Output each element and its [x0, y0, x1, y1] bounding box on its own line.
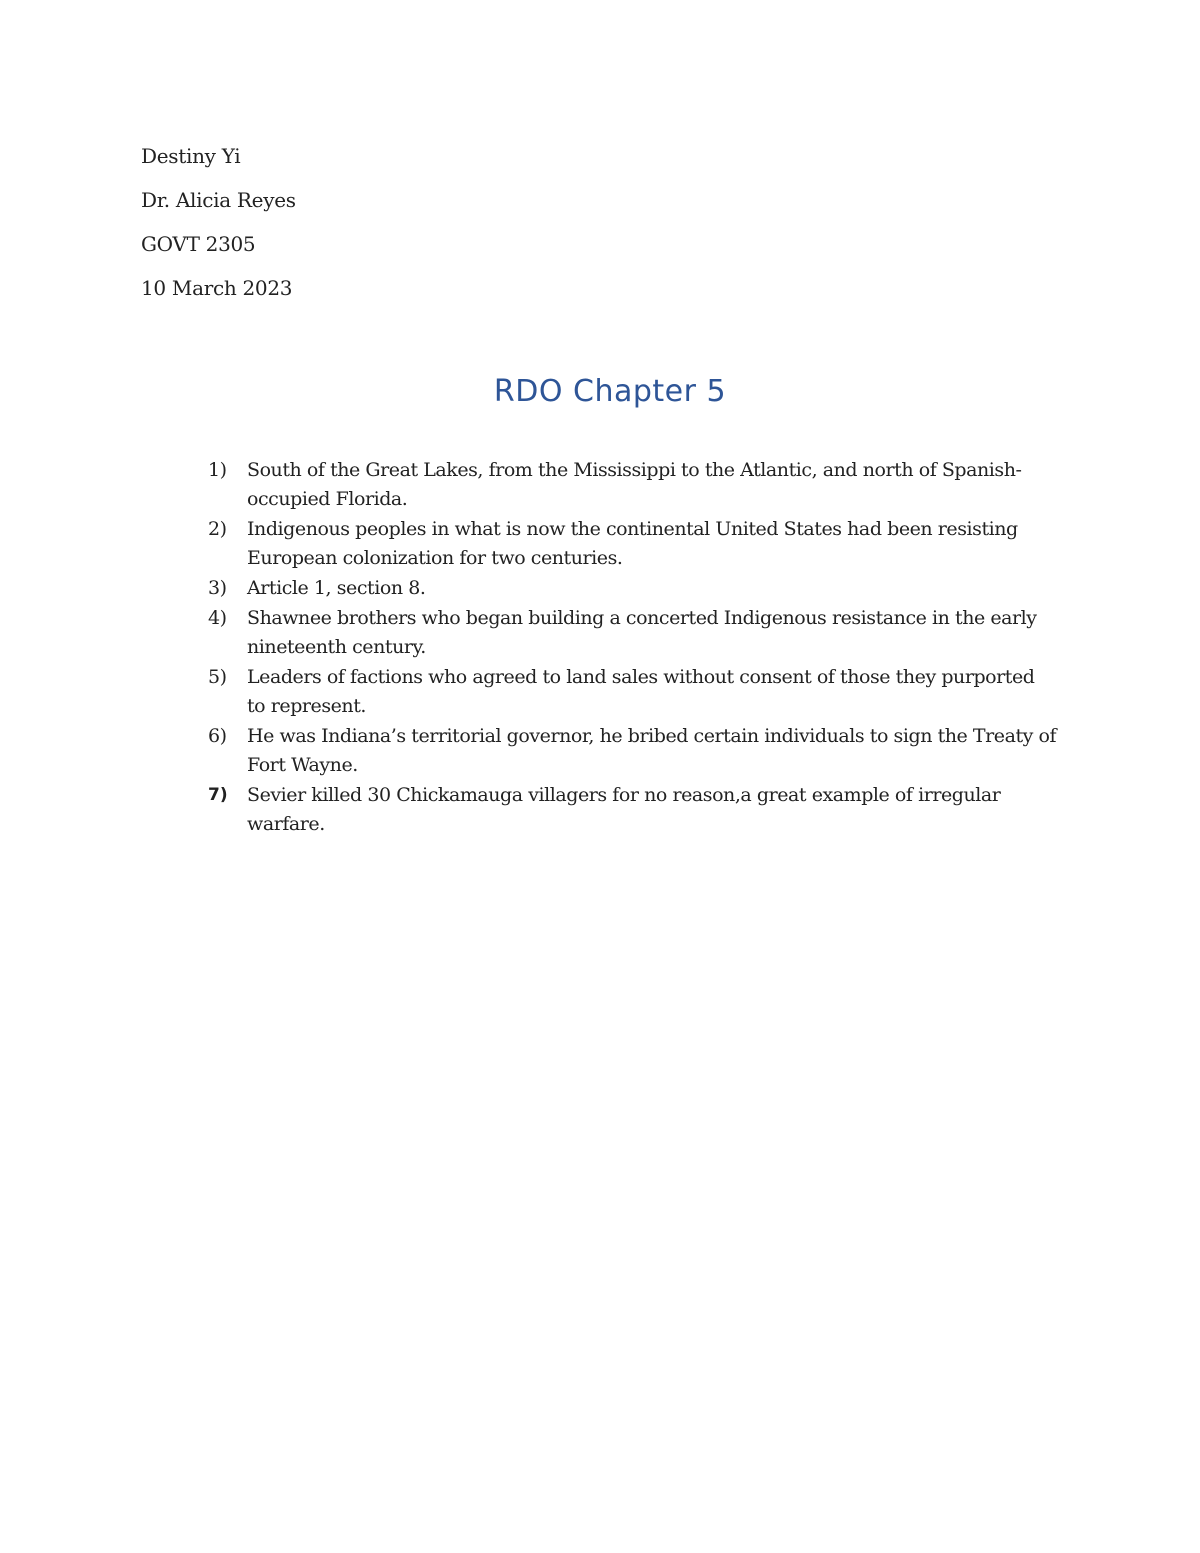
answer-text: South of the Great Lakes, from the Mississippi to the Atlantic, and north of Spanish-occupied Florida. [247, 459, 1022, 510]
answer-item-7 [208, 781, 1058, 839]
answer-list [208, 456, 1058, 840]
answer-item-4 [208, 604, 1058, 662]
document-title: RDO Chapter 5 [493, 374, 727, 409]
answer-number: 2) [208, 518, 227, 540]
document-date: 10 March 2023 [141, 276, 293, 300]
answer-item-3 [208, 574, 1058, 603]
answer-number: 1) [208, 459, 227, 481]
answer-item-2 [208, 515, 1058, 573]
answer-item-1 [208, 456, 1058, 514]
answer-number: 5) [208, 666, 227, 688]
instructor-name: Dr. Alicia Reyes [141, 188, 296, 212]
answer-text: Article 1, section 8. [247, 577, 426, 599]
answer-number: 6) [208, 725, 227, 747]
answer-number: 3) [208, 577, 227, 599]
answer-number: 4) [208, 607, 227, 629]
answer-number: 7) [208, 785, 228, 805]
document-header [141, 140, 741, 316]
answer-text: Sevier killed 30 Chickamauga villagers for no reason,a great example of irregular warfare. [247, 784, 1001, 835]
answer-item-5 [208, 663, 1058, 721]
answer-text: Shawnee brothers who began building a concerted Indigenous resistance in the early nineteenth century. [247, 607, 1037, 658]
answer-text: Indigenous peoples in what is now the continental United States had been resisting European colonization for two centuries. [247, 518, 1018, 569]
student-name: Destiny Yi [141, 144, 241, 168]
answer-text: He was Indiana’s territorial governor, he bribed certain individuals to sign the Treaty of Fort Wayne. [247, 725, 1057, 776]
course-code: GOVT 2305 [141, 232, 256, 256]
answer-item-6 [208, 722, 1058, 780]
answer-text: Leaders of factions who agreed to land sales without consent of those they purported to represent. [247, 666, 1035, 717]
